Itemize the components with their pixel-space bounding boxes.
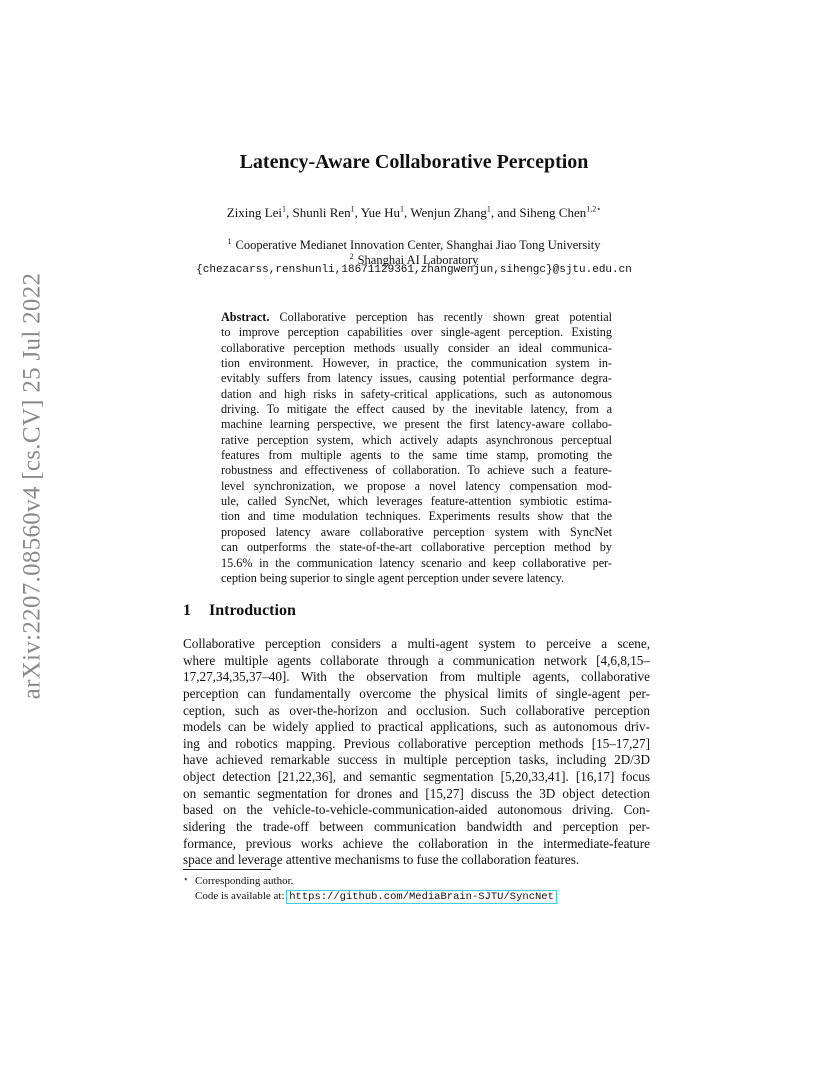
body-line: ing and robotics mapping. Previous collaborative perception methods [15–17,27] [183,735,650,751]
body-line: sidering the trade-off between communication bandwidth and perception per- [183,819,650,835]
author-emails: {chezacarss,renshunli,18671129361,zhangwenjun,sihengc}@sjtu.edu.cn [196,264,632,276]
author: Wenjun Zhang$^1$, and [410,205,520,221]
abstract-line: ule, called SyncNet, which leverages feature-attention symbiotic estima- [221,494,612,509]
affiliation-2: $^2$ Shanghai AI Laboratory [349,252,479,268]
author: Zixing Lei$^1$, [226,205,293,221]
abstract-line: level synchronization, we propose a novel latency compensation mod- [221,478,612,493]
body-line: have achieved remarkable success in multiple perception tasks, including 2D/3D [183,752,650,768]
footnote-code: Code is available at: https://github.com/MediaBrain-SJTU/SyncNet [195,889,554,903]
body-line: ception, such as over-the-horizon and occlusion. Such collaborative perception [183,702,650,718]
author-list [0,205,828,221]
arxiv-identifier [14,272,50,700]
section-number: 1 [183,602,191,619]
body-line: where multiple agents collaborate through a communication network [4,6,8,15– [183,652,650,668]
footnote-corresponding-author: ⋆ Corresponding author. [183,874,294,887]
abstract-line: robustness and effectiveness of collaboration. To achieve such a feature- [221,463,612,478]
abstract-line: tion environment. However, in practice, the communication system in- [221,356,612,371]
paper-title: Latency-Aware Collaborative Perception [239,151,589,173]
author: Shunli Ren$^1$, [292,205,361,221]
abstract-line: machine learning perspective, we present the first latency-aware collabo- [221,417,612,432]
arxiv-identifier-text: arXiv:2207.08560v4 [cs.CV] 25 Jul 2022 [18,272,45,700]
abstract-line: driving. To mitigate the effect caused by the inevitable latency, from a [221,402,612,417]
abstract [221,310,612,586]
body-line: formance, previous works achieve the collaboration in the intermediate-feature [183,835,650,851]
body-line: 17,27,34,35,37–40]. With the observation from multiple agents, collaborative [183,669,650,685]
body-line: Collaborative perception considers a multi-agent system to perceive a scene, [183,636,650,651]
abstract-line: collaborative perception methods usually consider an ideal communica- [221,340,612,355]
abstract-line: 15.6% in the communication latency scenario and keep collaborative per- [221,555,612,570]
section-heading-introduction [183,602,296,620]
body-line: on semantic segmentation for drones and [15,27] discuss the 3D object detection [183,785,650,801]
body-line: space and leverage attentive mechanisms to fuse the collaboration features. [183,852,580,868]
body-line: object detection [21,22,36], and semantic segmentation [5,20,33,41]. [16,17] focus [183,769,650,785]
abstract-line: ception being superior to single agent perception under severe latency. [221,570,565,585]
abstract-line: can outperforms the state-of-the-art collaborative perception method by [221,540,612,555]
footnote-rule [183,869,271,870]
abstract-line: to improve perception capabilities over single-agent perception. Existing [221,325,612,340]
abstract-line: rative perception system, which actively adapts asynchronous perceptual [221,432,612,447]
abstract-line: proposed latency aware collaborative perception system with SyncNet [221,524,612,539]
section-title: Introduction [209,602,296,619]
body-line: based on the vehicle-to-vehicle-communication-aided autonomous driving. Con- [183,802,650,818]
abstract-line: features from multiple agents to the same time stamp, promoting the [221,448,612,463]
author: Yue Hu$^1$, [360,205,411,221]
footnote-mark: ⋆ [183,874,189,884]
abstract-line: tion and time modulation techniques. Experiments results show that the [221,509,612,524]
footnote [183,872,650,904]
body-line: models can be widely applied to practical applications, such as autonomous driv- [183,719,650,735]
affiliation-1: $^1$ Cooperative Medianet Innovation Center, Shanghai Jiao Tong University [227,237,601,253]
code-repository-link[interactable]: https://github.com/MediaBrain-SJTU/SyncNet [289,890,554,903]
author: Siheng Chen$^{1,2⋆}$ [519,205,602,221]
abstract-line: dation and high risks in safety-critical applications, such as autonomous [221,386,612,401]
abstract-line: evitably suffers from latency issues, causing potential performance degra- [221,371,612,386]
abstract-label: Abstract. [221,310,270,324]
abstract-line: Abstract. Collaborative perception has recently shown great potential [221,310,612,324]
introduction-paragraph [183,636,650,869]
body-line: perception can fundamentally overcome the physical limits of single-agent per- [183,685,650,701]
